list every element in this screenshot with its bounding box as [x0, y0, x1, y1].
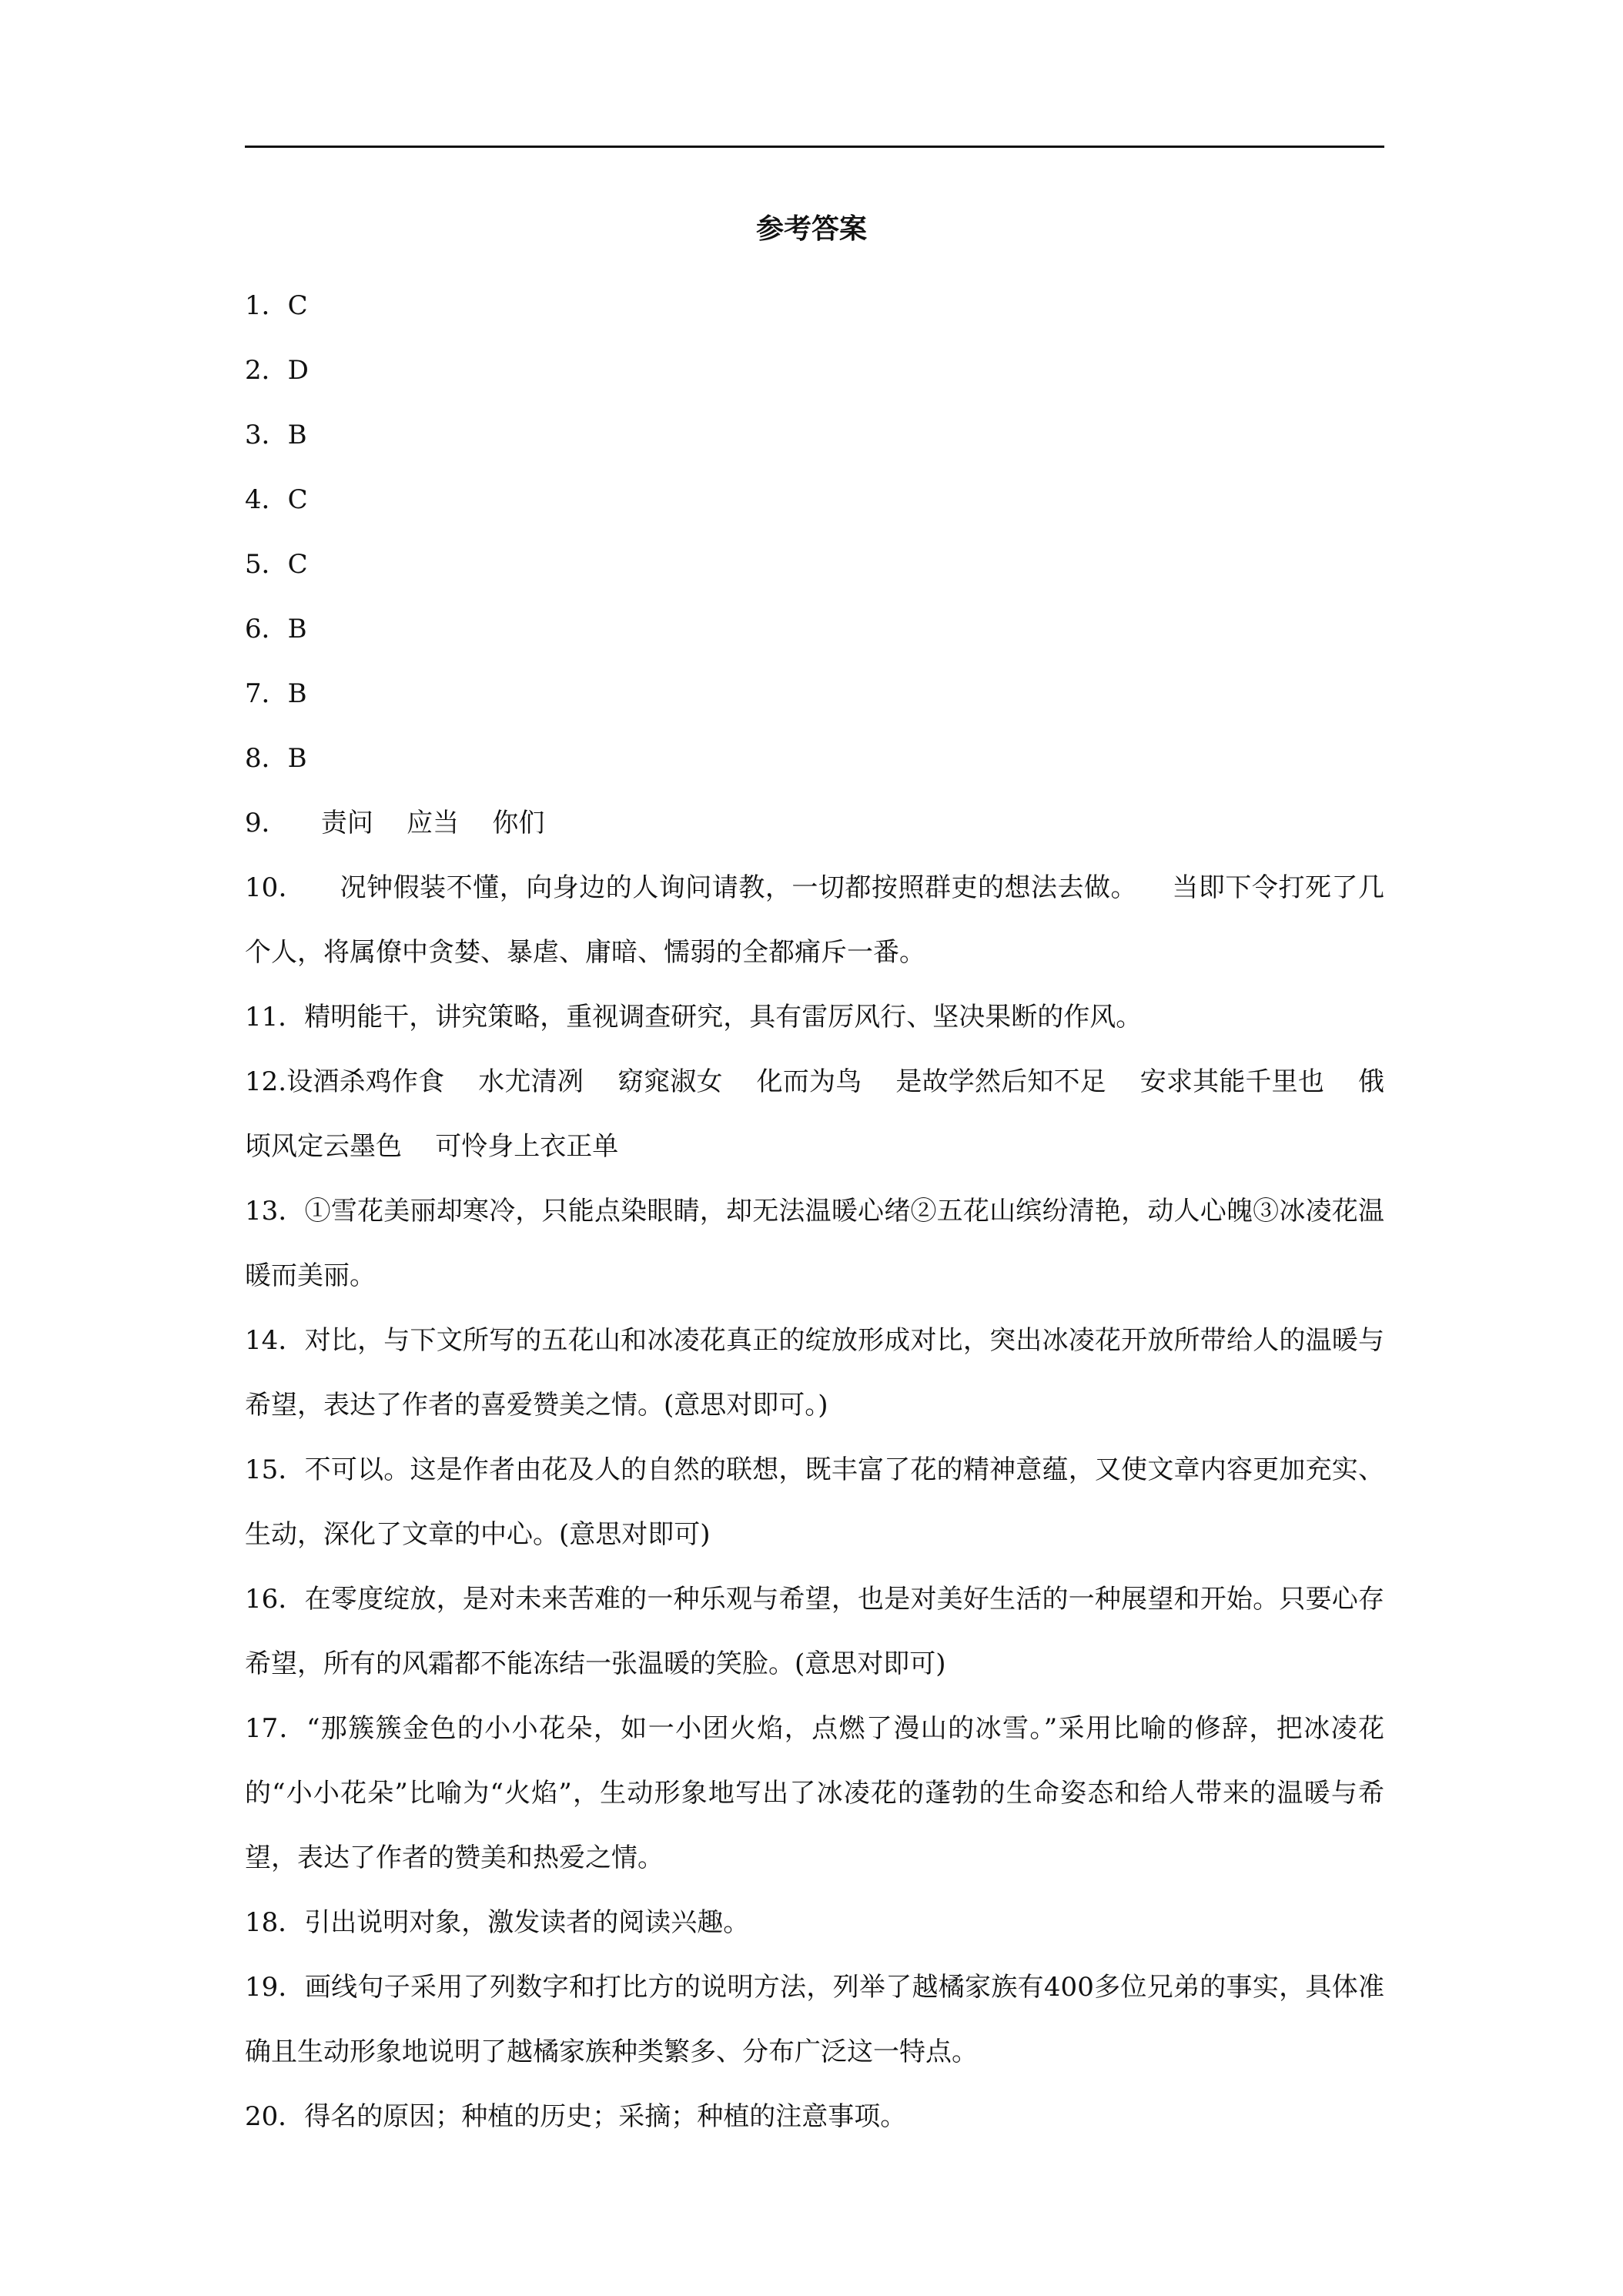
answer-item-2: 2．D	[245, 355, 309, 386]
answer-item-18: 18．引出说明对象，激发读者的阅读兴趣。	[245, 1907, 750, 1938]
answer-item-7: 7．B	[245, 678, 307, 709]
answer-list	[245, 273, 1384, 2149]
answer-item-15: 15．不可以。这是作者由花及人的自然的联想，既丰富了花的精神意蕴，又使文章内容更加充实、生动，深化了文章的中心。(意思对即可)	[245, 1454, 1384, 1550]
answer-item-10: 10． 况钟假装不懂，向身边的人询问请教，一切都按照群吏的想法去做。 当即下令打死了几个人，将属僚中贪婪、暴虐、庸暗、懦弱的全都痛斥一番。	[245, 872, 1384, 968]
answer-item-14: 14．对比，与下文所写的五花山和冰凌花真正的绽放形成对比，突出冰凌花开放所带给人的温暖与希望，表达了作者的喜爱赞美之情。(意思对即可。)	[245, 1325, 1384, 1421]
answer-item-5: 5．C	[245, 549, 308, 580]
answer-item-6: 6．B	[245, 614, 307, 644]
answer-item-20: 20．得名的原因；种植的历史；采摘；种植的注意事项。	[245, 2101, 907, 2132]
header-rule	[245, 146, 1384, 148]
answer-item-17: 17．“那簇簇金色的小小花朵，如一小团火焰，点燃了漫山的冰雪。”采用比喻的修辞，把冰凌花的“小小花朵”比喻为“火焰”，生动形象地写出了冰凌花的蓬勃的生命姿态和给人带来的温暖与希望，表达了作者的赞美和热爱之情。	[245, 1713, 1384, 1873]
answer-item-1: 1．C	[245, 290, 308, 321]
answer-item-16: 16．在零度绽放，是对未来苦难的一种乐观与希望，也是对美好生活的一种展望和开始。只要心存希望，所有的风霜都不能冻结一张温暖的笑脸。(意思对即可)	[245, 1584, 1384, 1679]
answer-item-9: 9． 责问 应当 你们	[245, 808, 545, 838]
answer-item-3: 3．B	[245, 420, 307, 450]
answer-item-19: 19．画线句子采用了列数字和打比方的说明方法，列举了越橘家族有400多位兄弟的事实，具体准确且生动形象地说明了越橘家族种类繁多、分布广泛这一特点。	[245, 1972, 1384, 2067]
answer-item-12: 12.设酒杀鸡作食 水尤清冽 窈窕淑女 化而为鸟 是故学然后知不足 安求其能千里也 俄顷风定云墨色 可怜身上衣正单	[245, 1066, 1384, 1162]
answer-item-8: 8．B	[245, 743, 307, 774]
page-title: 参考答案	[755, 213, 867, 245]
answer-item-11: 11．精明能干，讲究策略，重视调查研究，具有雷厉风行、坚决果断的作风。	[245, 1002, 1143, 1033]
answer-item-4: 4．C	[245, 484, 308, 515]
answer-item-13: 13．①雪花美丽却寒冷，只能点染眼睛，却无法温暖心绪②五花山缤纷清艳，动人心魄③冰凌花温暖而美丽。	[245, 1196, 1384, 1291]
